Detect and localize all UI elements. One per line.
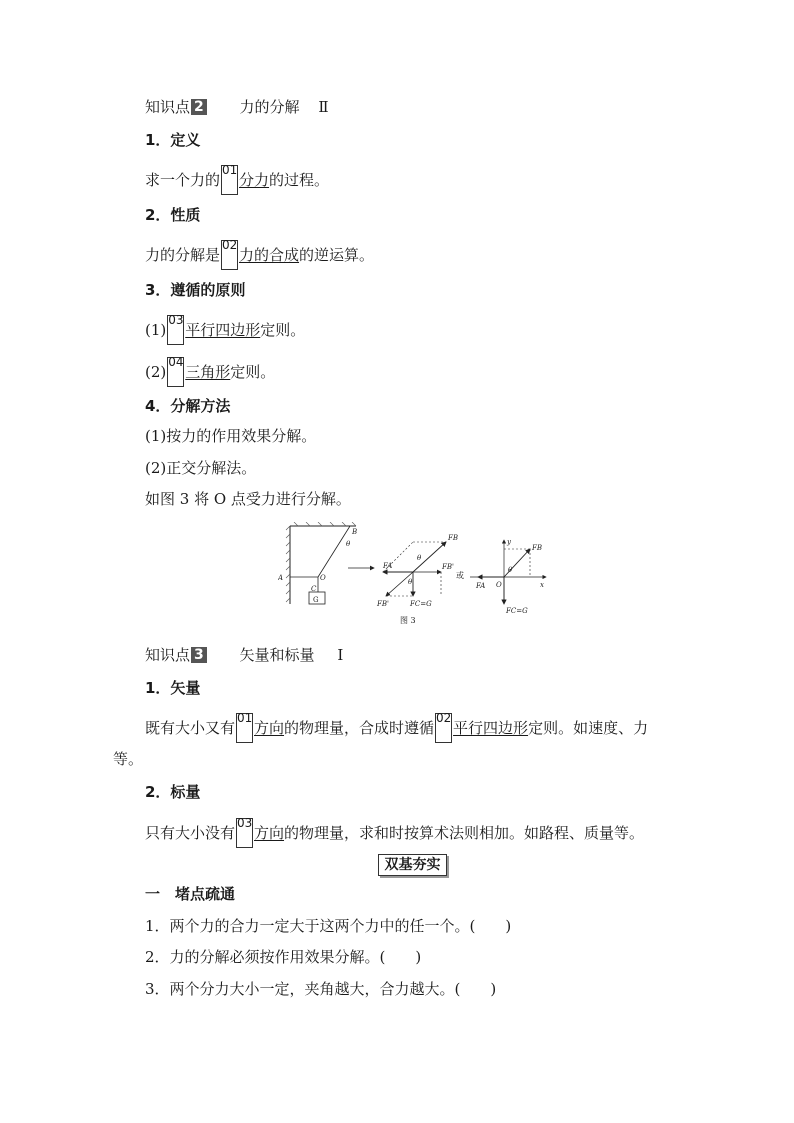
rule-heading: 3．遵循的原则 <box>145 281 246 299</box>
answer-text: 方向 <box>254 824 285 842</box>
answer-blank: 01 <box>221 165 238 195</box>
label-FA: FA <box>383 562 393 570</box>
answer-text: 方向 <box>254 719 285 737</box>
vector-heading: 1．矢量 <box>145 679 201 697</box>
vector-text: 既有大小又有 01 方向的物理量，合成时遵循 02 平行四边形定则。如速度、力 <box>145 713 648 743</box>
figure-caption: 图 3 <box>400 616 416 625</box>
label-O: O <box>320 574 326 582</box>
answer-text: 分力 <box>239 171 270 189</box>
parallelogram-decomposition-diagram <box>376 534 458 608</box>
label-O-right: O <box>496 581 502 589</box>
kp-prefix: 知识点 <box>145 98 191 116</box>
answer-blank: 02 <box>221 240 238 270</box>
section-label-box: 双基夯实 <box>378 854 447 876</box>
method-item-1: (1)按力的作用效果分解。 <box>145 427 317 445</box>
kp-title: 力的分解 <box>239 98 300 116</box>
knowledge-point-3-heading <box>145 645 343 665</box>
label-FB-prime-2: FB' <box>377 600 389 608</box>
question-item: 2．力的分解必须按作用效果分解。( ) <box>145 948 422 966</box>
label-x: x <box>540 581 544 589</box>
question-item: 1．两个力的合力一定大于这两个力中的任一个。( ) <box>145 917 512 935</box>
label-G: G <box>313 596 319 604</box>
scalar-heading: 2．标量 <box>145 783 201 801</box>
kp-prefix: 知识点 <box>145 646 191 664</box>
answer-text: 平行四边形 <box>453 719 529 737</box>
question-item: 3．两个分力大小一定，夹角越大，合力越大。( ) <box>145 980 497 998</box>
kp-title: 矢量和标量 <box>239 646 315 664</box>
answer-blank: 04 <box>167 357 184 387</box>
label-or: 或 <box>456 571 464 580</box>
answer-blank: 03 <box>236 818 253 848</box>
vector-text-cont: 等。 <box>113 750 144 768</box>
property-heading: 2．性质 <box>145 206 201 224</box>
label-C: C <box>311 585 317 593</box>
label-A: A <box>278 574 284 582</box>
rule-item-1: (1) 03 平行四边形定则。 <box>145 315 305 345</box>
kp-level: Ⅰ <box>337 646 344 664</box>
answer-blank: 03 <box>167 315 184 345</box>
definition-heading: 1．定义 <box>145 131 201 149</box>
property-text: 力的分解是 02 力的合成的逆运算。 <box>145 240 374 270</box>
answer-blank: 01 <box>236 713 253 743</box>
kp-number-badge: 2 <box>191 99 207 115</box>
answer-text: 三角形 <box>185 363 231 381</box>
label-theta-3: θ <box>408 578 413 586</box>
method-item-2: (2)正交分解法。 <box>145 459 257 477</box>
answer-text: 力的合成 <box>239 246 300 264</box>
definition-text: 求一个力的 01 分力的过程。 <box>145 165 329 195</box>
answer-text: 平行四边形 <box>185 321 261 339</box>
force-decomposition-figure <box>278 522 550 630</box>
kp-number-badge: 3 <box>191 647 207 663</box>
hanging-setup-diagram <box>278 522 357 604</box>
label-y: y <box>507 538 511 546</box>
kp-level: Ⅱ <box>318 98 329 116</box>
label-FB: FB <box>448 534 459 542</box>
label-FB-prime-1: FB' <box>442 563 454 571</box>
orthogonal-decomposition-diagram <box>470 538 546 615</box>
label-theta-2: θ <box>417 554 422 562</box>
label-FB-right: FB <box>532 544 543 552</box>
method-heading: 4．分解方法 <box>145 397 231 415</box>
knowledge-point-2-heading <box>145 97 329 117</box>
rule-item-2: (2) 04 三角形定则。 <box>145 357 275 387</box>
label-B: B <box>352 528 358 536</box>
answer-blank: 02 <box>435 713 452 743</box>
label-theta-1: θ <box>346 540 351 548</box>
figure-intro: 如图 3 将 O 点受力进行分解。 <box>145 490 351 508</box>
label-FC-right: FC=G <box>506 607 528 615</box>
scalar-text: 只有大小没有 03 方向的物理量，求和时按算术法则相加。如路程、质量等。 <box>145 818 644 848</box>
label-FC: FC=G <box>410 600 432 608</box>
points-heading: 一 堵点疏通 <box>145 885 236 903</box>
label-theta-4: θ <box>508 566 513 574</box>
label-FA-right: FA <box>476 582 486 590</box>
